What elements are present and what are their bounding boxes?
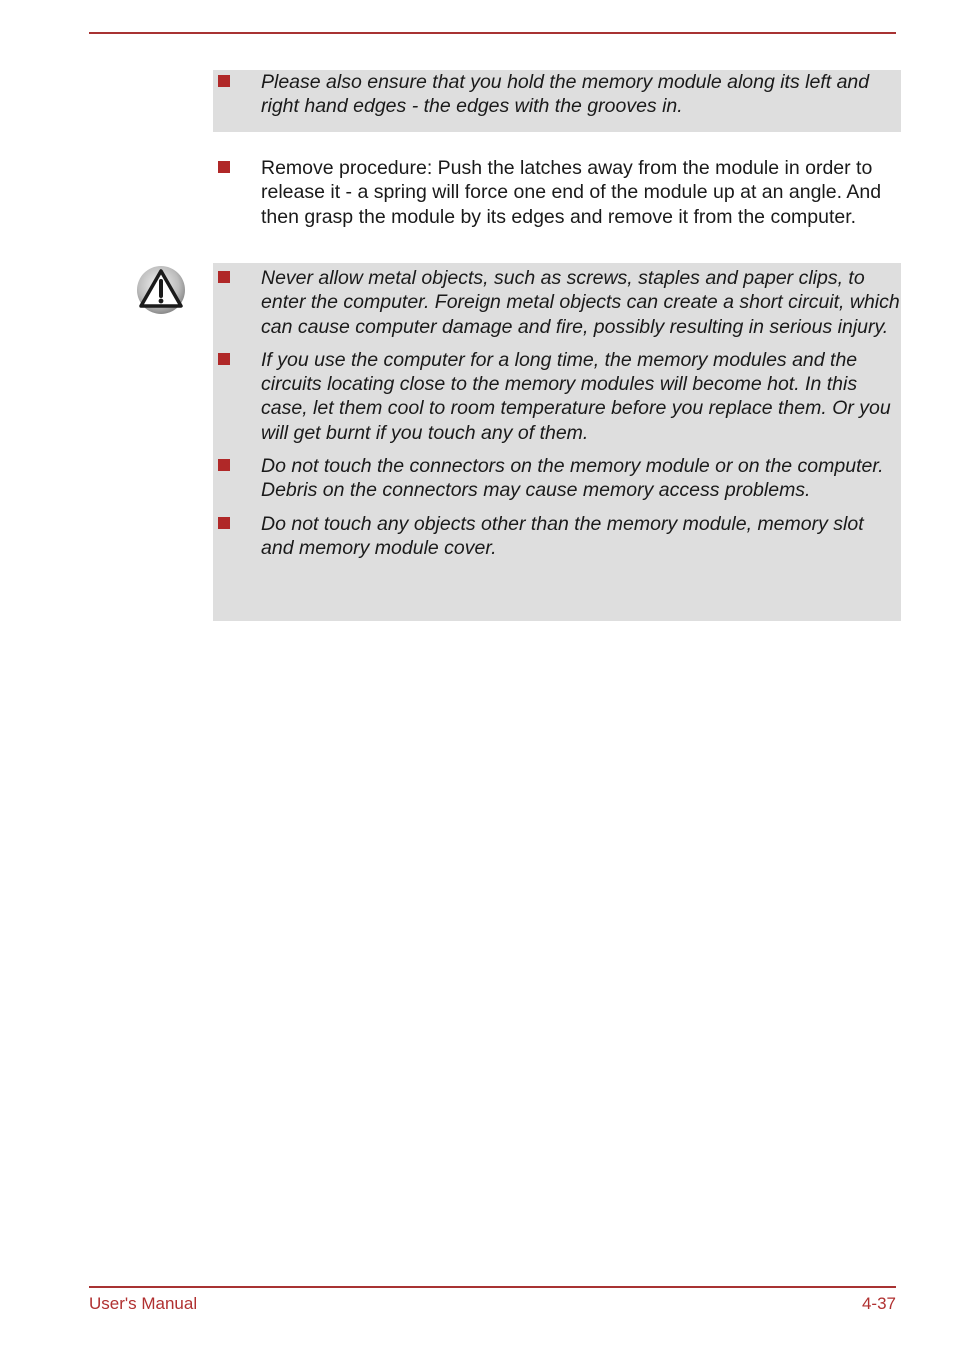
- bullet-icon: [218, 75, 230, 87]
- procedure-item: [213, 156, 901, 229]
- procedure-item-text: Remove procedure: Push the latches away from the module in order to release it - a spring will force one end of the module up at an angle. And then grasp the module by its edges and remove it from the computer.: [261, 157, 882, 228]
- warning-item: [213, 454, 901, 503]
- warning-item: [213, 266, 901, 339]
- footer-title: User's Manual: [89, 1294, 198, 1313]
- bullet-icon: [218, 459, 230, 471]
- warning-triangle-icon: [135, 264, 187, 316]
- footer-rule: [89, 1286, 896, 1288]
- warning-item-text: Never allow metal objects, such as screws, staples and paper clips, to enter the computer. Foreign metal objects can create a short circuit, which can cause computer damage and fire, possibly resulting in serious injury.: [261, 267, 900, 338]
- warning-box: [213, 263, 901, 621]
- page-number: 4-37: [861, 1294, 896, 1313]
- header-rule: [89, 32, 896, 34]
- note-box: [213, 70, 901, 132]
- warning-item: [213, 512, 901, 561]
- bullet-icon: [218, 161, 230, 173]
- bullet-icon: [218, 517, 230, 529]
- procedure-list: [213, 156, 901, 229]
- bullet-icon: [218, 353, 230, 365]
- bullet-icon: [218, 271, 230, 283]
- warning-item-text: Do not touch the connectors on the memory module or on the computer. Debris on the connectors may cause memory access problems.: [261, 455, 884, 502]
- warning-item-text: If you use the computer for a long time, the memory modules and the circuits locating close to the memory modules will become hot. In this case, let them cool to room temperature before you replace them. Or you will get burnt if you touch any of them.: [261, 348, 891, 444]
- note-item-text: Please also ensure that you hold the memory module along its left and right hand edges - the edges with the grooves in.: [261, 71, 870, 118]
- note-item: [213, 70, 901, 119]
- warning-item-text: Do not touch any objects other than the memory module, memory slot and memory module cover.: [261, 512, 864, 559]
- warning-item: [213, 348, 901, 445]
